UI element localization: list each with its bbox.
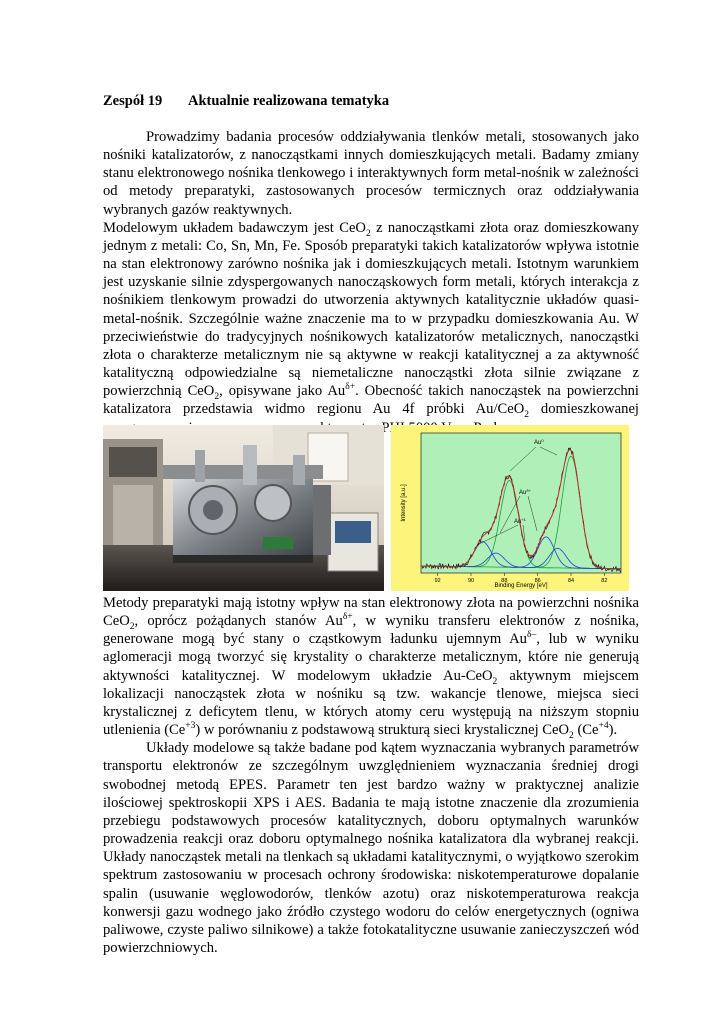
plot-area [421,433,621,573]
xps-spectrum-figure [391,425,629,591]
xps-chart [391,425,629,591]
paragraph-2: Modelowym układem badawczym jest CeO$_2$ z nanocząstkami złota oraz domieszkowany jednym z metali: Co, Sn, Mn, Fe. Sposób preparatyki takich katalizatorów wpływa istotnie na stan elektronowy zarówno nośnika jak i domieszkujących metali. Istotnym warunkiem jest uzyskanie silnie zdyspergowanych nanocząskowych form metali, których interakcja z nośnikiem tlenkowym prowadzi do utworzenia aktywnych katalitycznie układów quasi-metal-nośnik. Szczególnie ważne znaczenie ma to w przypadku domieszkowania Au. W przeciwieństwie do tradycyjnych nośnikowych katalizatorów metalicznych, nanocząstki złota o charakterze metalicznym nie są aktywne w reakcji katalitycznej a za aktywność katalityczną odpowiedzialne są niemetaliczne nanocząstki złota silnie związane z powierzchnią CeO$_2$, opisywane jako $Au^{\delta+}$. Obecność takich nanocząstek na powierzchni katalizatora przedstawia widmo regionu Au 4f próbki Au/CeO$_2$ domieszkowanej [103,219,639,421]
peak-label-au1: $Au^{+1}$ [514,517,526,525]
x-tick-label-4: 84 [567,578,575,584]
x-tick-label-2: 88 [501,578,508,584]
peak-label-au0: Au$^0$ [534,438,544,446]
x-axis-label: Binding Energy [eV] [494,583,548,589]
peak-label-audelta: $Au^{\delta+}$ [519,488,531,496]
y-axis-label: Intensity [a.u.] [401,484,407,522]
x-tick-label-5: 82 [601,578,608,584]
x-tick-label-0: 92 [434,578,441,584]
spectrometer-photo [103,425,384,591]
x-tick-label-3: 86 [534,578,541,584]
paragraph-3: Metody preparatyki mają istotny wpływ na stan elektronowy złota na powierzchni nośnika CeO$_2$, oprócz pożądanych stanów $Au^{\delta+}$, w wyniku transferu elektronów z nośnika, generowane mogą być stany o cząstkowym ładunku ujemnym $Au^{\delta-}$, lub w wyniku aglomeracji mogą tworzyć się krystality o charakterze metalicznym, które nie generują aktywności katalitycznej. W modelowym układzie Au-CeO$_2$ aktywnym miejscem lokalizacji nanocząstek złota w nośniku są tzw. wakancje tlenowe, miejsca sieci krystalicznej z deficytem tlenu, w których atomy ceru występują na niższym stopniu utlenienia $(Ce^{+3})$ w porównaniu z podstawową strukturą sieci krystalicznej CeO$_2$ $(Ce^{+4})$. [103,595,639,741]
x-tick-label-1: 90 [467,578,475,584]
section-heading [103,92,389,110]
section-title: Aktualnie realizowana tematyka [188,93,390,109]
paragraph-4: Układy modelowe są także badane pod kątem wyznaczania wybranych parametrów transportu elektronów ze szczególnym uwzględnieniem wyznaczania średniej drogi swobodnej metodą EPES. Parametr ten jest bardzo ważny w praktycznej analizie ilościowej spektroskopii XPS i AES. Badania te mają istotne znaczenie dla zrozumienia przebiegu podstawowych procesów katalitycznych, doboru optymalnych warunków prowadzenia reakcji oraz doboru optymalnego nośnika katalizatora dla wybranej reakcji. Układy nanocząstek metali na tlenkach są układami katalitycznymi, o wyjątkowo szerokim spektrum zastosowaniu w procesach ochrony środowiska: niskotemperaturowe dopalanie spalin (usuwanie węglowodorów, tlenków azotu) oraz niskotemperaturowa reakcja konwersji gazu wodnego jako źródło czystego wodoru do celów energetycznych (ogniwa paliwowe, czyste paliwo silnikowe) a także fotokatalityczne usuwanie zanieczyszczeń wód powierzchniowych. [103,740,639,956]
text-block-main [103,594,639,957]
team-number: Zespół 19 [103,93,163,109]
text-block-intro [103,128,639,437]
paragraph-1: Prowadzimy badania procesów oddziaływania tlenków metali, stosowanych jako nośniki katalizatorów, z nanocząstkami innych domieszkujących metali. Badamy zmiany stanu elektronowego nośnika tlenkowego i interaktywnych form metal-nośnik w zależności od metody preparatyki, zastosowanych procesów termicznych oraz oddziaływania wybranych gazów reaktywnych. [103,129,639,218]
